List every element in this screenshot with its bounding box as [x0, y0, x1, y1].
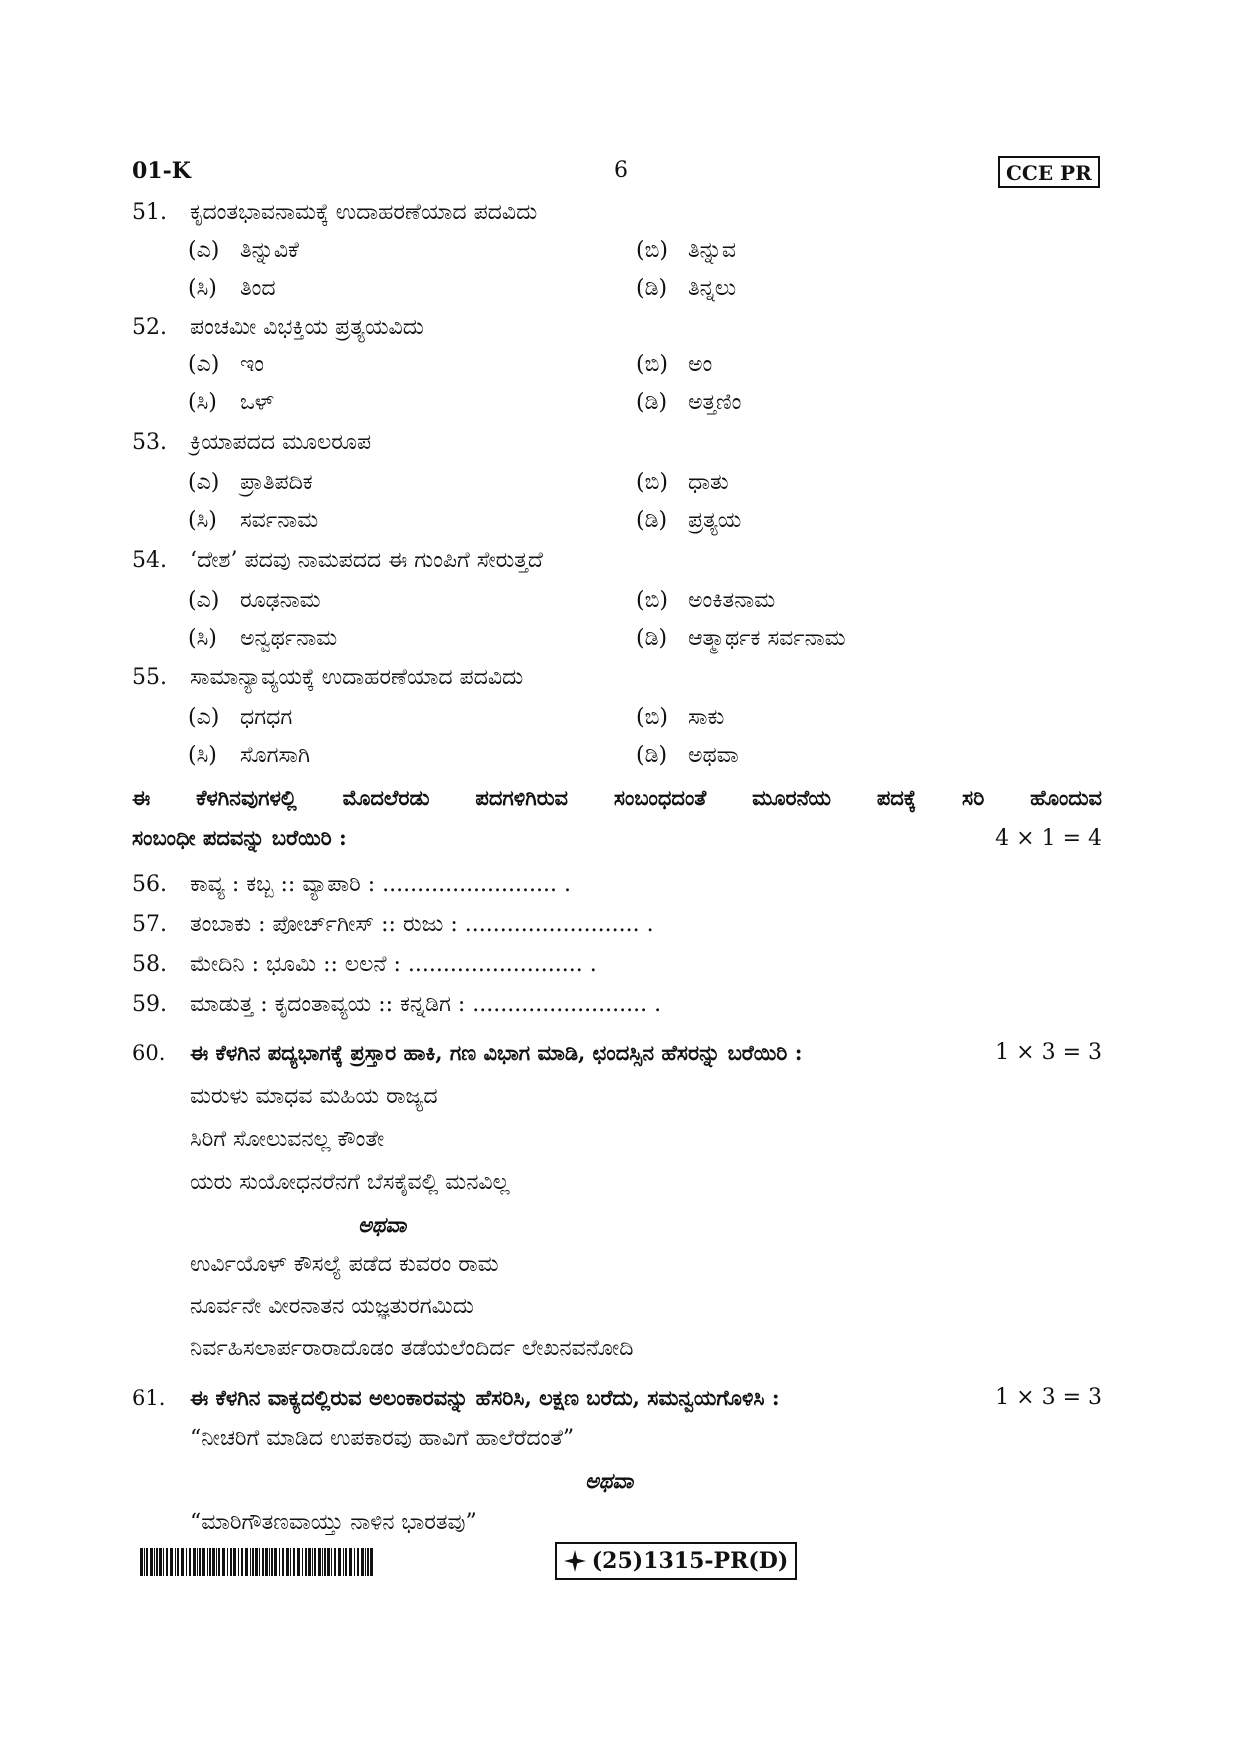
- four-point-star-icon: [564, 1550, 586, 1572]
- option: (ಸಿ) ಅನ್ವರ್ಥನಾಮ: [188, 626, 338, 651]
- question-57: 57. ತಂಬಾಕು : ಪೋರ್ಚ್‌ಗೀಸ್ :: ರುಜು : ......................... .: [132, 912, 654, 937]
- or-label: ಅಥವಾ: [358, 1212, 407, 1237]
- option: (ಸಿ) ತಿಂದ: [188, 276, 276, 301]
- or-label: ಅಥವಾ: [585, 1468, 634, 1493]
- option: (ಡಿ) ಅಥವಾ: [636, 743, 739, 768]
- option: (ಡಿ) ಪ್ರತ್ಯಯ: [636, 508, 742, 533]
- option: (ಎ) ಇಂ: [188, 352, 265, 377]
- verse-line: ನಿರ್ವಹಿಸಲಾರ್ಪರಾರಾದೊಡಂ ತಡೆಯಲೆಂದಿರ್ದ ಲೇಖನವನೋದಿ: [190, 1336, 634, 1361]
- analogy-marks: 4 × 1 = 4: [995, 826, 1102, 851]
- option: (ಸಿ) ಸರ್ವನಾಮ: [188, 508, 319, 533]
- question-54: 54. ‘ದೇಶ’ ಪದವು ನಾಮಪದದ ಈ ಗುಂಪಿಗೆ ಸೇರುತ್ತದೆ: [132, 548, 543, 573]
- paper-code: (25)1315-PR(D): [591, 1548, 789, 1574]
- option: (ಡಿ) ಆತ್ಮಾರ್ಥಕ ಸರ್ವನಾಮ: [636, 626, 846, 651]
- q61-marks: 1 × 3 = 3: [995, 1385, 1102, 1410]
- question-51: 51. ಕೃದಂತಭಾವನಾಮಕ್ಕೆ ಉದಾಹರಣೆಯಾದ ಪದವಿದು: [132, 200, 538, 225]
- sentence: “ನೀಚರಿಗೆ ಮಾಡಿದ ಉಪಕಾರವು ಹಾವಿಗೆ ಹಾಲೆರೆದಂತೆ”: [190, 1426, 575, 1451]
- option: (ಬಿ) ಅಂ: [636, 352, 713, 377]
- paper-code-box: [555, 1542, 797, 1580]
- option: (ಎ) ತಿನ್ನುವಿಕೆ: [188, 238, 299, 263]
- option: (ಎ) ರೂಢನಾಮ: [188, 588, 321, 613]
- barcode: [140, 1548, 376, 1576]
- option: (ಸಿ) ಸೊಗಸಾಗಿ: [188, 743, 310, 768]
- option: (ಬಿ) ಧಾತು: [636, 470, 729, 495]
- verse-line: ಸಿರಿಗೆ ಸೋಲುವನಲ್ಲ ಕೌಂತೇ: [190, 1127, 385, 1152]
- question-55: 55. ಸಾಮಾನ್ಯಾವ್ಯಯಕ್ಕೆ ಉದಾಹರಣೆಯಾದ ಪದವಿದು: [132, 665, 524, 690]
- question-60: 60. ಈ ಕೆಳಗಿನ ಪದ್ಯಭಾಗಕ್ಕೆ ಪ್ರಸ್ತಾರ ಹಾಕಿ, ಗಣ ವಿಭಾಗ ಮಾಡಿ, ಛಂದಸ್ಸಿನ ಹೆಸರನ್ನು ಬರೆಯಿರಿ :: [132, 1040, 803, 1065]
- question-53: 53. ಕ್ರಿಯಾಪದದ ಮೂಲರೂಪ: [132, 430, 372, 455]
- question-59: 59. ಮಾಡುತ್ತ : ಕೃದಂತಾವ್ಯಯ :: ಕನ್ನಡಿಗ : ......................... .: [132, 992, 662, 1017]
- verse-line: ನೂರ್ವನೇ ವೀರನಾತನ ಯಜ್ಞತುರಗಮಿದು: [190, 1294, 474, 1319]
- analogy-instruction: ಈ ಕೆಳಗಿನವುಗಳಲ್ಲಿ ಮೊದಲೆರಡು ಪದಗಳಿಗಿರುವ ಸಂಬಂಧದಂತೆ ಮೂರನೆಯ ಪದಕ್ಕೆ ಸರಿ ಹೊಂದುವ ಸಂಬಂಧೀ ಪದವನ್ನು ಬರೆಯಿರಿ :: [132, 785, 1102, 850]
- q60-marks: 1 × 3 = 3: [995, 1040, 1102, 1065]
- verse-line: ಯರು ಸುಯೋಧನರೆನಗೆ ಬೆಸಕೈವಲ್ಲಿ ಮನವಿಲ್ಲ: [190, 1170, 510, 1195]
- option: (ಬಿ) ಅಂಕಿತನಾಮ: [636, 588, 776, 613]
- question-52: 52. ಪಂಚಮೀ ವಿಭಕ್ತಿಯ ಪ್ರತ್ಯಯವಿದು: [132, 315, 424, 340]
- option: (ಬಿ) ತಿನ್ನುವ: [636, 238, 736, 263]
- cce-pr-box: CCE PR: [998, 156, 1100, 188]
- page-number: 6: [614, 158, 628, 183]
- subject-code: 01-K: [132, 158, 191, 184]
- option: (ಎ) ಪ್ರಾತಿಪದಿಕ: [188, 470, 313, 495]
- option: (ಡಿ) ಅತ್ತಣಿಂ: [636, 390, 742, 415]
- option: (ಬಿ) ಸಾಕು: [636, 705, 725, 730]
- question-58: 58. ಮೇದಿನಿ : ಭೂಮಿ :: ಲಲನೆ : ......................... .: [132, 952, 597, 977]
- option: (ಎ) ಧಗಧಗ: [188, 705, 293, 730]
- sentence: “ಮಾರಿಗೌತಣವಾಯ್ತು ನಾಳಿನ ಭಾರತವು”: [190, 1510, 477, 1535]
- question-56: 56. ಕಾವ್ಯ : ಕಬ್ಬ :: ವ್ಯಾಪಾರಿ : ......................... .: [132, 872, 571, 897]
- option: (ಡಿ) ತಿನ್ನಲು: [636, 276, 737, 301]
- question-61: 61. ಈ ಕೆಳಗಿನ ವಾಕ್ಯದಲ್ಲಿರುವ ಅಲಂಕಾರವನ್ನು ಹೆಸರಿಸಿ, ಲಕ್ಷಣ ಬರೆದು, ಸಮನ್ವಯಗೊಳಿಸಿ :: [132, 1385, 780, 1410]
- verse-line: ಉರ್ವಿಯೊಳ್ ಕೌಸಲ್ಯೆ ಪಡೆದ ಕುವರಂ ರಾಮ: [190, 1252, 499, 1277]
- option: (ಸಿ) ಒಳ್: [188, 390, 274, 415]
- verse-line: ಮರುಳು ಮಾಧವ ಮಹಿಯ ರಾಜ್ಯದ: [190, 1084, 438, 1109]
